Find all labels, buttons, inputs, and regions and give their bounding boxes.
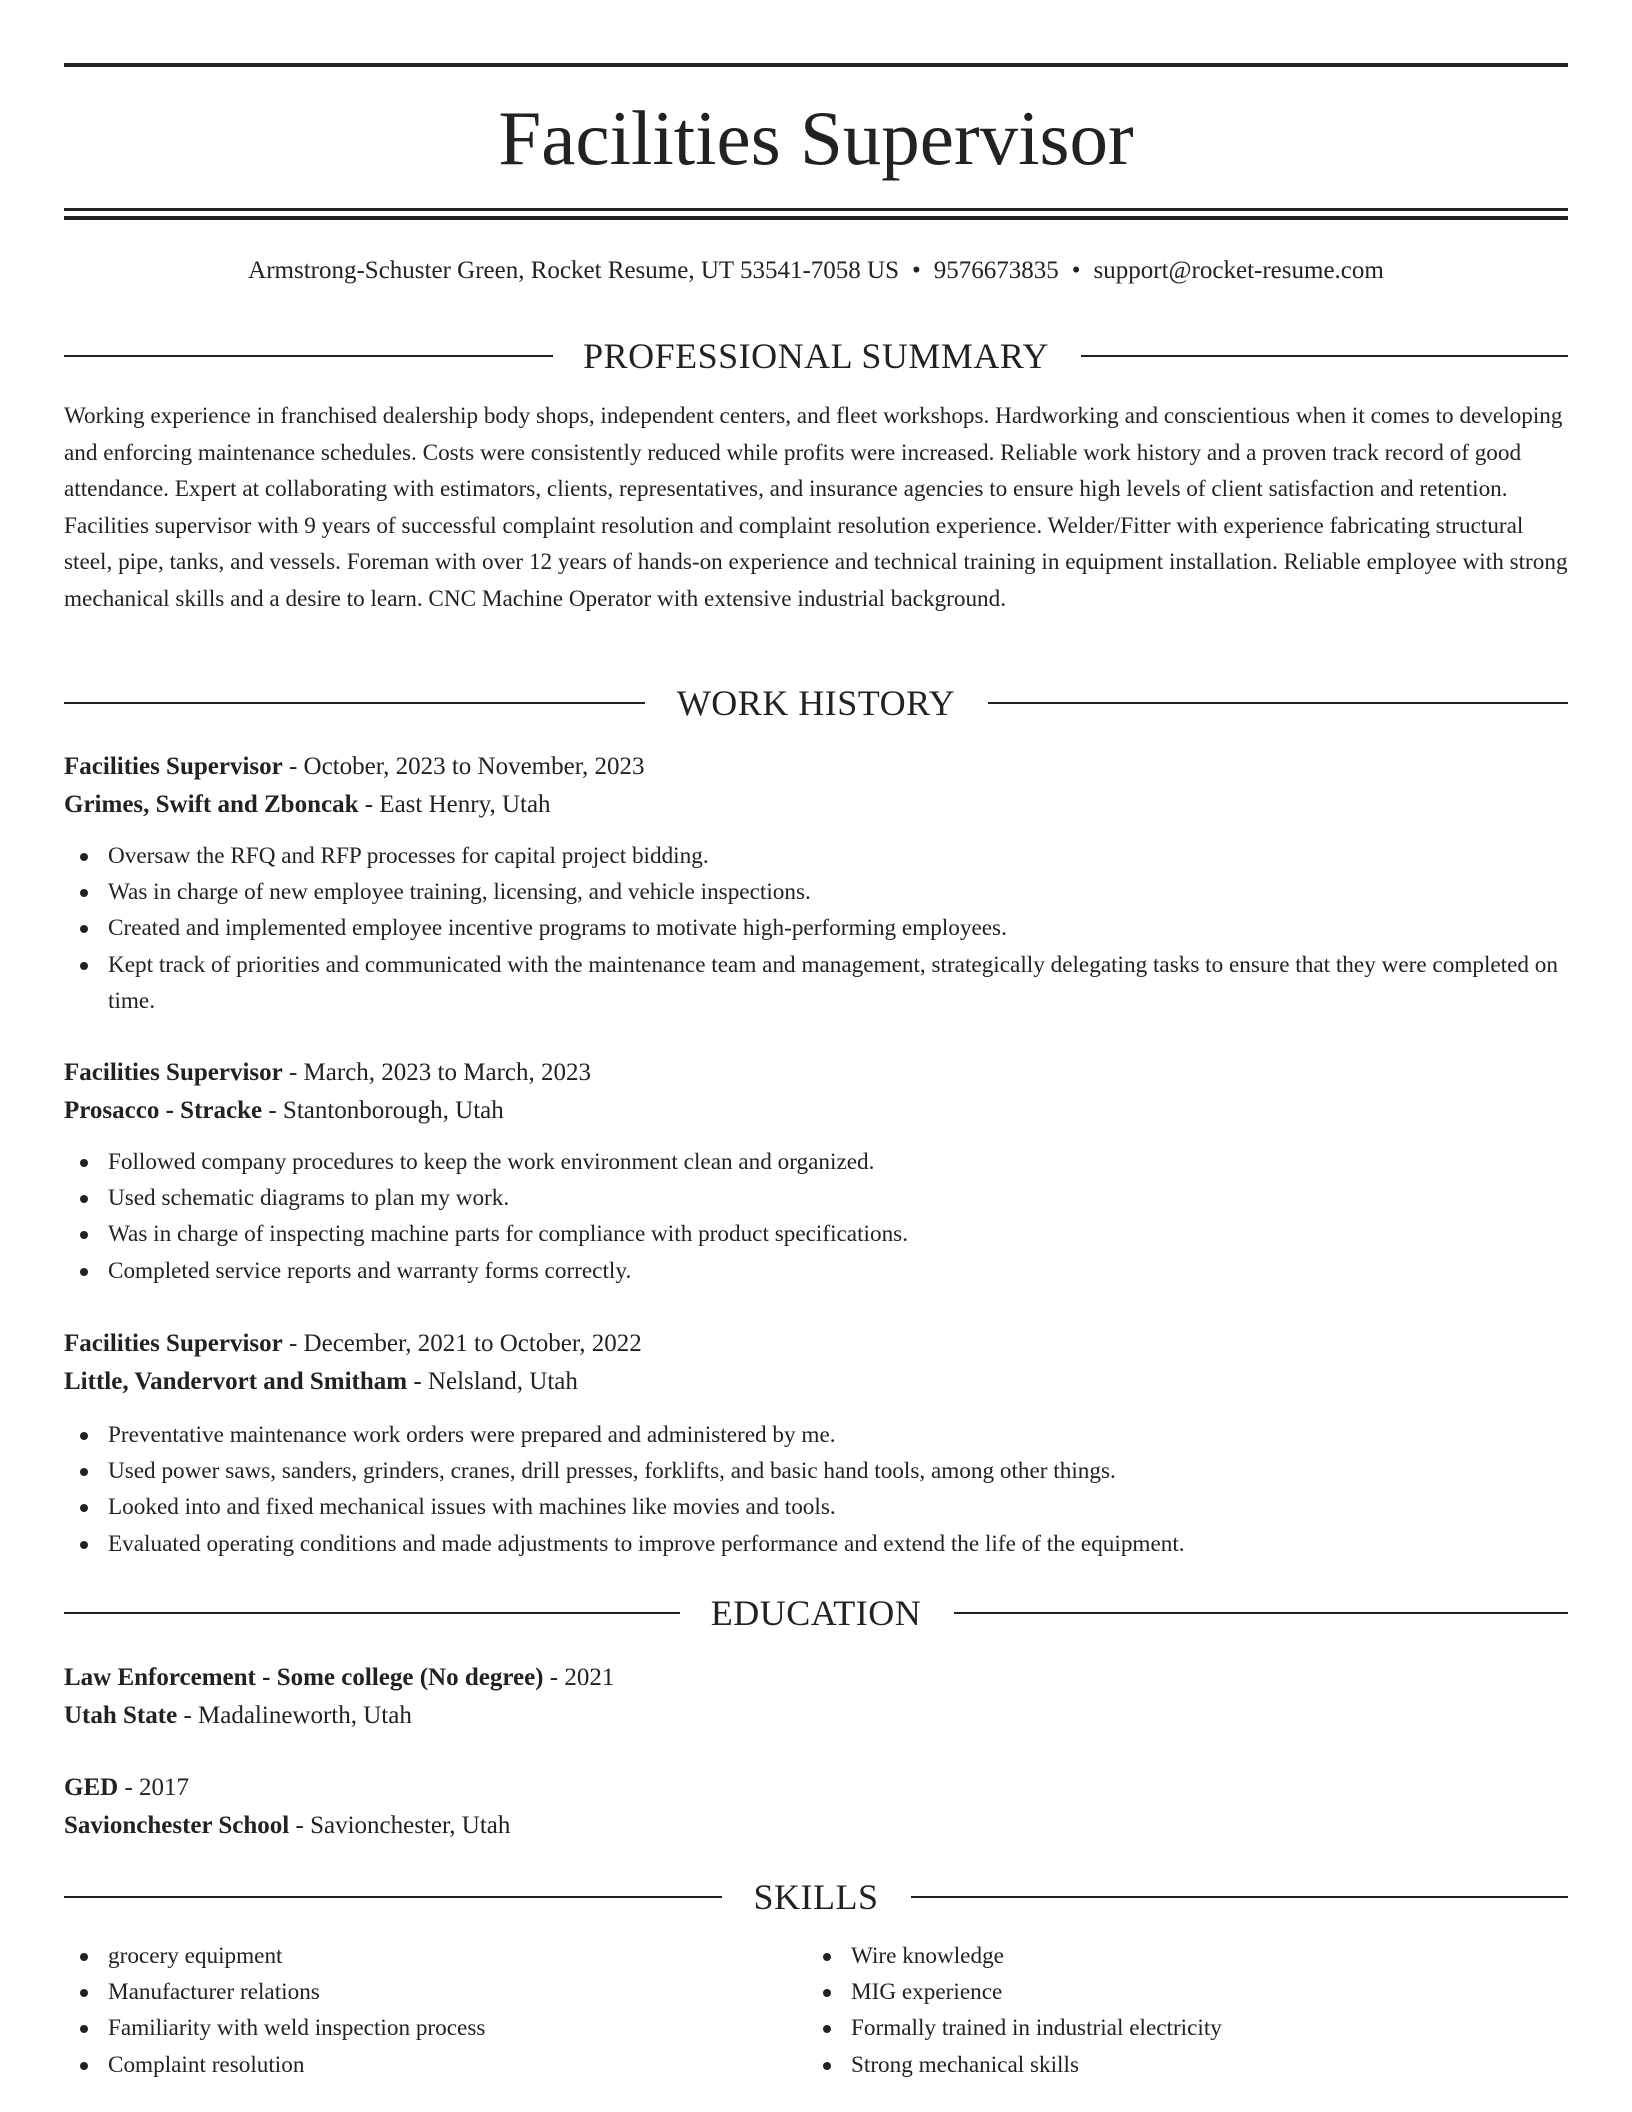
- job-title-line: [64, 748, 1568, 786]
- skill-item: Wire knowledge: [807, 1938, 1547, 1974]
- job-bullet-list: [64, 1417, 1568, 1562]
- job-company: Prosacco - Stracke: [64, 1097, 263, 1124]
- section-title: SKILLS: [753, 1877, 879, 1917]
- education-entry: [64, 1769, 1568, 1845]
- skill-item: MIG experience: [807, 1974, 1547, 2010]
- section-header-education: [64, 1591, 1568, 1635]
- job-bullet: Preventative maintenance work orders were prepared and administered by me.: [64, 1417, 1568, 1453]
- education-degree: Law Enforcement - Some college (No degree): [64, 1664, 544, 1691]
- contact-email[interactable]: support@rocket-resume.com: [1093, 257, 1384, 284]
- job-bullet: Used power saws, sanders, grinders, cranes, drill presses, forklifts, and basic hand tools, among other things.: [64, 1453, 1568, 1489]
- contact-separator: •: [1071, 257, 1081, 284]
- header-bottom-rule: [64, 216, 1568, 220]
- contact-address: Armstrong-Schuster Green, Rocket Resume, UT 53541-7058 US: [248, 257, 899, 284]
- job-bullet: Looked into and fixed mechanical issues with machines like movies and tools.: [64, 1489, 1568, 1525]
- skills-list-left: [64, 1938, 804, 2083]
- education-school: Utah State: [64, 1702, 178, 1729]
- skill-item: Formally trained in industrial electricity: [807, 2010, 1547, 2046]
- skill-item: Manufacturer relations: [64, 1974, 804, 2010]
- job-bullet: Created and implemented employee incentive programs to motivate high-performing employees.: [64, 910, 1568, 946]
- job-bullet: Kept track of priorities and communicated with the maintenance team and management, strategically delegating tasks to ensure that they were completed on time.: [64, 947, 1568, 1019]
- job-title-line: [64, 1054, 1568, 1092]
- job-location: - Stantonborough, Utah: [262, 1097, 504, 1124]
- education-degree-line: [64, 1659, 1568, 1697]
- job-dates: - December, 2021 to October, 2022: [282, 1330, 642, 1357]
- skill-item: Strong mechanical skills: [807, 2047, 1547, 2083]
- job-entry: [64, 1325, 1568, 1562]
- section-title: PROFESSIONAL SUMMARY: [583, 336, 1049, 376]
- education-year: - 2017: [118, 1774, 190, 1801]
- section-header-summary: [64, 334, 1568, 378]
- job-dates: - October, 2023 to November, 2023: [282, 753, 645, 780]
- header-top-rule: [64, 63, 1568, 67]
- job-entry: [64, 748, 1568, 1019]
- job-bullet: Used schematic diagrams to plan my work.: [64, 1180, 1568, 1216]
- contact-line: [64, 253, 1568, 289]
- job-location: - East Henry, Utah: [358, 791, 551, 818]
- education-degree-line: [64, 1769, 1568, 1807]
- job-dates: - March, 2023 to March, 2023: [282, 1059, 591, 1086]
- job-role: Facilities Supervisor: [64, 1330, 283, 1357]
- job-role: Facilities Supervisor: [64, 753, 283, 780]
- job-company-line: [64, 1092, 1568, 1130]
- section-title: EDUCATION: [710, 1593, 922, 1633]
- job-role: Facilities Supervisor: [64, 1059, 283, 1086]
- resume-name: Facilities Supervisor: [498, 95, 1134, 181]
- education-year: - 2021: [543, 1664, 615, 1691]
- job-title-line: [64, 1325, 1568, 1363]
- job-bullet: Evaluated operating conditions and made adjustments to improve performance and extend the life of the equipment.: [64, 1526, 1568, 1562]
- header-bottom-rule: [64, 208, 1568, 211]
- skill-item: Familiarity with weld inspection process: [64, 2010, 804, 2046]
- job-bullet: Followed company procedures to keep the work environment clean and organized.: [64, 1144, 1568, 1180]
- section-header-skills: [64, 1875, 1568, 1919]
- job-bullet-list: [64, 838, 1568, 1019]
- job-entry: [64, 1054, 1568, 1289]
- section-header-work: [64, 681, 1568, 725]
- job-company-line: [64, 1363, 1568, 1401]
- job-location: - Nelsland, Utah: [407, 1368, 578, 1395]
- skill-item: grocery equipment: [64, 1938, 804, 1974]
- education-location: - Madalineworth, Utah: [177, 1702, 412, 1729]
- education-school-line: [64, 1697, 1568, 1735]
- education-location: - Savionchester, Utah: [289, 1812, 511, 1839]
- job-company: Grimes, Swift and Zboncak: [64, 791, 359, 818]
- education-degree: GED: [64, 1774, 119, 1801]
- job-bullet: Completed service reports and warranty forms correctly.: [64, 1253, 1568, 1289]
- contact-phone: 9576673835: [933, 257, 1059, 284]
- skill-item: Complaint resolution: [64, 2047, 804, 2083]
- summary-text: Working experience in franchised dealership body shops, independent centers, and fleet workshops. Hardworking and conscientious when it comes to developing and enforcing maintenance schedules. Costs were consistently reduced while profits were increased. Reliable work history and a proven track record of good attendance. Expert at collaborating with estimators, clients, representatives, and insurance agencies to ensure high levels of client satisfaction and retention. Facilities supervisor with 9 years of successful complaint resolution and complaint resolution experience. Welder/Fitter with experience fabricating structural steel, pipe, tanks, and vessels. Foreman with over 12 years of hands-on experience and technical training in equipment installation. Reliable employee with strong mechanical skills and a desire to learn. CNC Machine Operator with extensive industrial background.: [64, 403, 1568, 612]
- job-bullet: Was in charge of new employee training, licensing, and vehicle inspections.: [64, 874, 1568, 910]
- skills-list-right: [807, 1938, 1547, 2083]
- education-school: Savionchester School: [64, 1812, 290, 1839]
- education-entry: [64, 1659, 1568, 1735]
- job-bullet: Was in charge of inspecting machine parts for compliance with product specifications.: [64, 1216, 1568, 1252]
- job-bullet: Oversaw the RFQ and RFP processes for capital project bidding.: [64, 838, 1568, 874]
- education-school-line: [64, 1807, 1568, 1845]
- job-company: Little, Vandervort and Smitham: [64, 1368, 408, 1395]
- job-bullet-list: [64, 1144, 1568, 1289]
- job-company-line: [64, 786, 1568, 824]
- section-title: WORK HISTORY: [676, 683, 956, 723]
- contact-separator: •: [912, 257, 921, 284]
